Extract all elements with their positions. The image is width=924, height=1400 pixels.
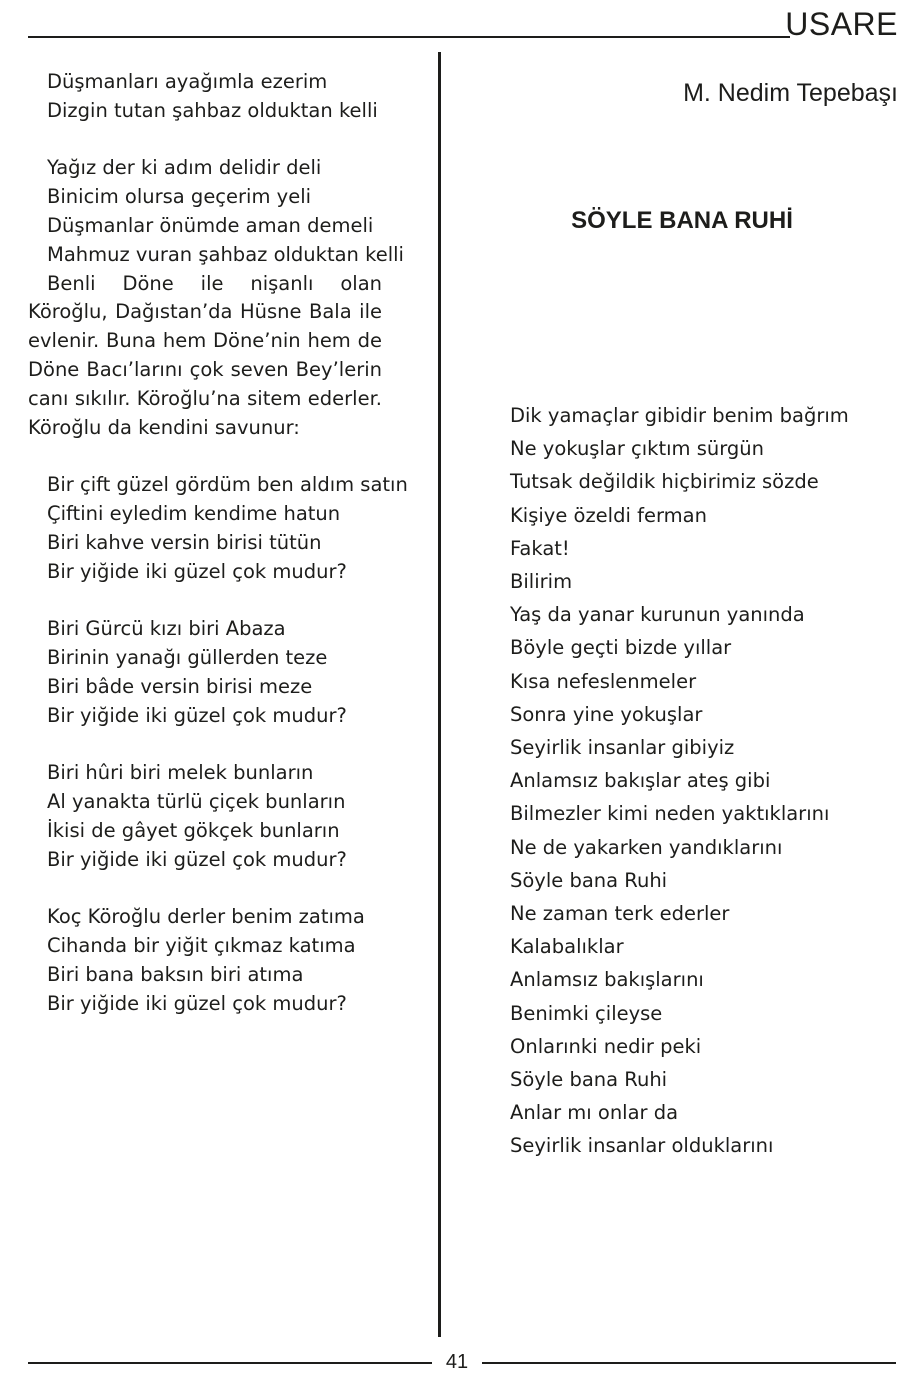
poem-line: Seyirlik insanlar olduklarını	[510, 1134, 774, 1158]
poem-line: Ne zaman terk ederler	[510, 902, 730, 926]
stanza-5	[28, 759, 382, 874]
verse-line: Bir yiğide iki güzel çok mudur?	[47, 847, 347, 871]
poem-line: Ne yokuşlar çıktım sürgün	[510, 437, 765, 461]
verse-line: Bir yiğide iki güzel çok mudur?	[47, 703, 347, 727]
poem-line: Dik yamaçlar gibidir benim bağrım	[510, 404, 849, 427]
poem-line: Onlarınki nedir peki	[510, 1034, 702, 1058]
poem-line: Yaş da yanar kurunun yanında	[510, 603, 805, 627]
stanza-6	[28, 903, 382, 1018]
verse-line: Bir yiğide iki güzel çok mudur?	[47, 559, 347, 583]
poem-line: Fakat!	[510, 536, 570, 560]
verse-line: Dizgin tutan şahbaz olduktan kelli	[47, 98, 378, 122]
prose-paragraph: Benli Döne ile nişanlı olan Köroğlu, Dağıstan’da Hüsne Bala ile evlenir. Buna hem Döne’nin hem de Döne Bacı’larını çok seven Bey’lerin canı sıkılır. Köroğlu’na sitem ederler. Köroğlu da kendini savunur:	[28, 271, 382, 439]
footer-rule-right	[482, 1362, 896, 1364]
verse-line: İkisi de gâyet gökçek bunların	[47, 818, 340, 842]
header-rule	[28, 36, 790, 38]
verse-line: Mahmuz vuran şahbaz olduktan kelli	[47, 242, 404, 266]
verse-line: Binicim olursa geçerim yeli	[47, 185, 312, 209]
poem-line: Anlar mı onlar da	[510, 1101, 679, 1125]
poem-body	[510, 399, 910, 1163]
verse-line: Al yanakta türlü çiçek bunların	[47, 789, 346, 813]
verse-line: Düşmanları ayağımla ezerim	[47, 70, 328, 93]
verse-line: Cihanda bir yiğit çıkmaz katıma	[47, 933, 356, 957]
verse-line: Biri kahve versin birisi tütün	[47, 530, 322, 554]
verse-line: Biri Gürcü kızı biri Abaza	[47, 617, 286, 641]
poem-line: Ne de yakarken yandıklarını	[510, 835, 783, 859]
verse-line: Bir çift güzel gördüm ben aldım satın	[47, 473, 408, 497]
stanza-1	[28, 68, 382, 126]
page-number: 41	[445, 1351, 469, 1373]
poem-line: Bilirim	[510, 570, 573, 594]
poem-title: SÖYLE BANA RUHİ	[571, 207, 793, 234]
verse-line: Biri bâde versin birisi meze	[47, 674, 313, 698]
poem-line: Kalabalıklar	[510, 935, 624, 959]
poem-line: Anlamsız bakışlarını	[510, 968, 704, 992]
poem-line: Sonra yine yokuşlar	[510, 702, 703, 726]
verse-line: Bir yiğide iki güzel çok mudur?	[47, 991, 347, 1015]
verse-line: Birinin yanağı güllerden teze	[47, 645, 328, 669]
left-column	[28, 68, 408, 1047]
verse-line: Yağız der ki adım delidir deli	[47, 156, 322, 180]
poem-line: Böyle geçti bizde yıllar	[510, 636, 732, 660]
poem-line: Seyirlik insanlar gibiyiz	[510, 736, 735, 760]
poem-line: Tutsak değildik hiçbirimiz sözde	[510, 470, 819, 494]
author-name: M. Nedim Tepebaşı	[683, 79, 898, 107]
footer-rule-left	[28, 1362, 432, 1364]
poem-line: Kısa nefeslenmeler	[510, 669, 697, 693]
column-divider	[438, 52, 441, 1337]
stanza-3	[28, 471, 408, 586]
poem-line: Benimki çileyse	[510, 1001, 663, 1025]
poem-line: Kişiye özeldi ferman	[510, 503, 707, 527]
poem-line: Söyle bana Ruhi	[510, 1068, 668, 1092]
stanza-2	[28, 154, 404, 269]
poem-line: Bilmezler kimi neden yaktıklarını	[510, 802, 830, 826]
poem-line: Anlamsız bakışlar ateş gibi	[510, 769, 771, 793]
verse-line: Biri bana baksın biri atıma	[47, 962, 304, 986]
verse-line: Koç Köroğlu derler benim zatıma	[47, 905, 365, 929]
verse-line: Düşmanlar önümde aman demeli	[47, 213, 374, 237]
stanza-4	[28, 615, 382, 730]
poem-line: Söyle bana Ruhi	[510, 868, 668, 892]
verse-line: Çiftini eyledim kendime hatun	[47, 501, 341, 525]
verse-line: Biri hûri biri melek bunların	[47, 761, 314, 785]
magazine-name: USARE	[785, 6, 898, 42]
